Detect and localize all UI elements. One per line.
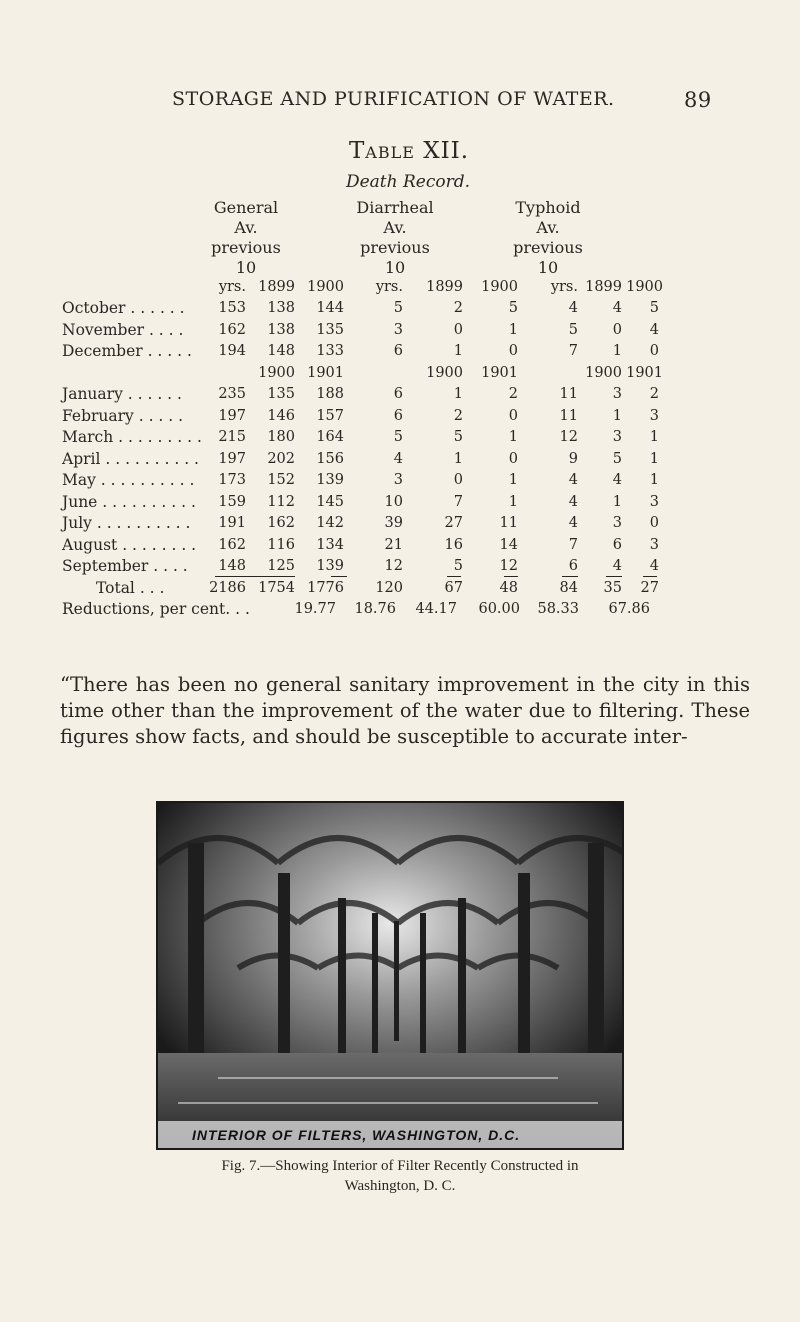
table-cell: 135: [316, 321, 344, 338]
table-cell: 5: [453, 429, 463, 445]
table-cell: 3: [612, 429, 622, 445]
row-label: March . . . . . . . . .: [62, 428, 202, 446]
table-cell: 112: [267, 493, 295, 510]
table-cell: 1: [649, 472, 659, 488]
row-label: November . . . .: [62, 320, 184, 339]
row-label: December . . . . .: [62, 342, 192, 360]
reduction-cell: 67.86: [608, 601, 650, 617]
table-cell: 134: [316, 536, 344, 553]
group-header-line: previous: [211, 238, 281, 257]
table-cell: 162: [218, 536, 246, 553]
table-cell: 2: [453, 300, 463, 316]
table-cell: 4: [612, 300, 622, 316]
table-cell: 159: [218, 493, 246, 510]
table-cell: 1: [453, 386, 463, 402]
table-cell: 202: [267, 450, 295, 467]
total-rule: [643, 576, 657, 577]
total-rule: [562, 576, 578, 577]
group-header-line: Av.: [234, 218, 258, 237]
table-cell: 0: [649, 515, 659, 531]
table-cell: 39: [384, 515, 403, 531]
group-header-line: General: [213, 198, 279, 217]
table-cell: 0: [508, 343, 518, 359]
column-header: yrs.: [375, 279, 403, 295]
table-cell: 5: [649, 300, 659, 316]
table-cell: 12: [559, 429, 578, 445]
row-label: June . . . . . . . . . .: [62, 492, 196, 511]
table-cell: 4: [568, 515, 578, 531]
table-cell: 194: [218, 343, 246, 359]
total-cell: 1776: [307, 580, 344, 596]
table-cell: 6: [612, 536, 622, 553]
table-cell: 197: [218, 450, 246, 467]
table-cell: 3: [393, 472, 403, 488]
table-cell: 0: [508, 407, 518, 424]
table-cell: 27: [444, 515, 463, 531]
table-cell: 9: [568, 450, 578, 467]
table-cell: 1: [453, 450, 463, 467]
row-label: February . . . . .: [62, 406, 184, 425]
column-header: 1900: [258, 364, 295, 381]
table-cell: 5: [508, 300, 518, 316]
table-cell: 1: [508, 472, 518, 488]
table-cell: 3: [612, 386, 622, 402]
table-cell: 3: [393, 321, 403, 338]
total-rule: [331, 576, 347, 577]
table-cell: 162: [218, 321, 246, 338]
table-cell: 5: [453, 558, 463, 574]
photo-illustration: [158, 803, 622, 1148]
table-cell: 0: [649, 343, 659, 359]
table-cell: 2: [508, 386, 518, 402]
table-cell: 162: [267, 515, 295, 531]
table-cell: 235: [218, 386, 246, 402]
table-cell: 173: [218, 472, 246, 488]
column-header: 1899: [426, 279, 463, 295]
table-cell: 5: [393, 300, 403, 316]
table-cell: 4: [568, 493, 578, 510]
figure-caption: [0, 1156, 800, 1196]
column-header: yrs.: [218, 279, 246, 295]
row-label: May . . . . . . . . . .: [62, 471, 195, 489]
table-cell: 2: [649, 386, 659, 402]
group-header-line: 10: [384, 258, 406, 277]
table-cell: 133: [316, 343, 344, 359]
body-paragraph: “There has been no general sanitary improvement in the city in this time other than the improvement of the water due to filtering. These figures show facts, and should be susceptible to accurate inter-: [60, 673, 750, 748]
table-cell: 125: [267, 558, 295, 574]
table-cell: 1: [649, 450, 659, 467]
total-cell: 1754: [258, 580, 295, 596]
table-cell: 3: [649, 407, 659, 424]
table-cell: 138: [267, 300, 295, 316]
table-cell: 1: [649, 429, 659, 445]
table-cell: 4: [649, 558, 659, 574]
column-header: 1899: [258, 279, 295, 295]
row-label: January . . . . . .: [62, 385, 182, 403]
table-cell: 1: [508, 429, 518, 445]
table-cell: 1: [508, 493, 518, 510]
total-cell: 35: [603, 580, 622, 596]
table-cell: 14: [499, 536, 518, 553]
group-header-diarrheal: [340, 198, 450, 278]
table-cell: 0: [612, 321, 622, 338]
group-header-line: Typhoid: [515, 198, 581, 217]
table-cell: 148: [267, 343, 295, 359]
table-subtitle: Death Record.: [345, 172, 471, 192]
column-header: 1900: [426, 364, 463, 381]
total-label: Total . . .: [96, 579, 165, 597]
table-cell: 1: [612, 493, 622, 510]
table-cell: 0: [508, 450, 518, 467]
table-cell: 188: [316, 386, 344, 402]
table-cell: 148: [218, 558, 246, 574]
column-header: 1900: [307, 279, 344, 295]
reduction-cell: 60.00: [478, 601, 520, 617]
total-rule: [606, 576, 622, 577]
reductions-label: Reductions, per cent. . .: [62, 600, 250, 618]
group-header-line: Diarrheal: [356, 198, 434, 217]
total-cell: 67: [444, 580, 463, 596]
row-label: October . . . . . .: [62, 299, 185, 317]
table-cell: 6: [568, 558, 578, 574]
table-cell: 12: [499, 558, 518, 574]
table-cell: 1: [612, 343, 622, 359]
row-label: August . . . . . . . .: [62, 535, 197, 554]
table-cell: 215: [218, 429, 246, 445]
group-header-line: previous: [360, 238, 430, 257]
group-header-line: 10: [235, 258, 257, 277]
column-header: yrs.: [550, 279, 578, 295]
table-cell: 197: [218, 407, 246, 424]
table-cell: 1: [612, 407, 622, 424]
total-cell: 27: [640, 580, 659, 596]
total-rule: [504, 576, 518, 577]
total-cell: 48: [499, 580, 518, 596]
table-cell: 180: [267, 429, 295, 445]
table-cell: 5: [612, 450, 622, 467]
reduction-cell: 44.17: [415, 601, 457, 617]
table-cell: 139: [316, 558, 344, 574]
table-cell: 7: [568, 536, 578, 553]
table-cell: 145: [316, 493, 344, 510]
column-header: 1901: [307, 364, 344, 381]
group-header-line: 10: [537, 258, 559, 277]
column-header: 1900: [585, 364, 622, 381]
table-cell: 6: [393, 343, 403, 359]
table-cell: 5: [393, 429, 403, 445]
total-cell: 2186: [209, 580, 246, 596]
column-header: 1899: [585, 279, 622, 295]
table-cell: 4: [393, 450, 403, 467]
table-cell: 12: [384, 558, 403, 574]
table-cell: 10: [384, 493, 403, 510]
table-cell: 11: [499, 515, 518, 531]
reduction-cell: 58.33: [537, 601, 579, 617]
table-cell: 4: [568, 472, 578, 488]
page-number: 89: [684, 88, 712, 112]
table-cell: 1: [453, 343, 463, 359]
table-cell: 21: [384, 536, 403, 553]
running-head-title: STORAGE AND PURIFICATION OF WATER.: [172, 88, 615, 110]
table-cell: 156: [316, 450, 344, 467]
photo-label: INTERIOR OF FILTERS, WASHINGTON, D.C.: [192, 1127, 521, 1143]
table-cell: 0: [453, 472, 463, 488]
column-header: 1901: [626, 364, 663, 381]
table-cell: 7: [453, 493, 463, 510]
total-rule: [447, 576, 461, 577]
table-cell: 138: [267, 321, 295, 338]
table-cell: 6: [393, 407, 403, 424]
table-cell: 11: [559, 386, 578, 402]
table-cell: 139: [316, 472, 344, 488]
group-header-line: Av.: [383, 218, 407, 237]
table-cell: 116: [267, 536, 295, 553]
total-cell: 120: [375, 580, 403, 596]
table-cell: 6: [393, 386, 403, 402]
caption-line: Washington, D. C.: [344, 1178, 456, 1194]
table-cell: 146: [267, 407, 295, 424]
reduction-cell: 19.77: [294, 601, 336, 617]
row-label: April . . . . . . . . . .: [62, 449, 199, 468]
table-cell: 4: [568, 300, 578, 316]
filter-interior-photo: [156, 801, 624, 1150]
group-header-general: [200, 198, 292, 278]
table-cell: 11: [559, 407, 578, 424]
table-cell: 4: [612, 558, 622, 574]
caption-line: Fig. 7.—Showing Interior of Filter Recently Constructed in: [221, 1158, 579, 1174]
table-cell: 4: [649, 321, 659, 338]
total-rule-general: [215, 576, 295, 577]
table-cell: 16: [444, 536, 463, 553]
table-cell: 3: [649, 536, 659, 553]
table-cell: 7: [568, 343, 578, 359]
table-cell: 4: [612, 472, 622, 488]
row-label: July . . . . . . . . . .: [62, 514, 191, 532]
table-cell: 144: [316, 300, 344, 316]
column-header: 1900: [626, 279, 663, 295]
column-header: 1901: [481, 364, 518, 381]
table-cell: 135: [267, 386, 295, 402]
group-header-line: previous: [513, 238, 583, 257]
table-cell: 2: [453, 407, 463, 424]
column-header: 1900: [481, 279, 518, 295]
table-cell: 3: [649, 493, 659, 510]
reduction-cell: 18.76: [354, 601, 396, 617]
table-cell: 1: [508, 321, 518, 338]
table-cell: 157: [316, 407, 344, 424]
table-title: Table XII.: [348, 138, 470, 164]
table-cell: 164: [316, 429, 344, 445]
table-cell: 152: [267, 472, 295, 488]
row-label: September . . . .: [62, 557, 188, 575]
table-cell: 5: [568, 321, 578, 338]
table-cell: 142: [316, 515, 344, 531]
total-cell: 84: [559, 580, 578, 596]
table-cell: 3: [612, 515, 622, 531]
group-header-line: Av.: [536, 218, 560, 237]
table-cell: 191: [218, 515, 246, 531]
table-cell: 153: [218, 300, 246, 316]
table-cell: 0: [453, 321, 463, 338]
group-header-typhoid: [498, 198, 598, 278]
